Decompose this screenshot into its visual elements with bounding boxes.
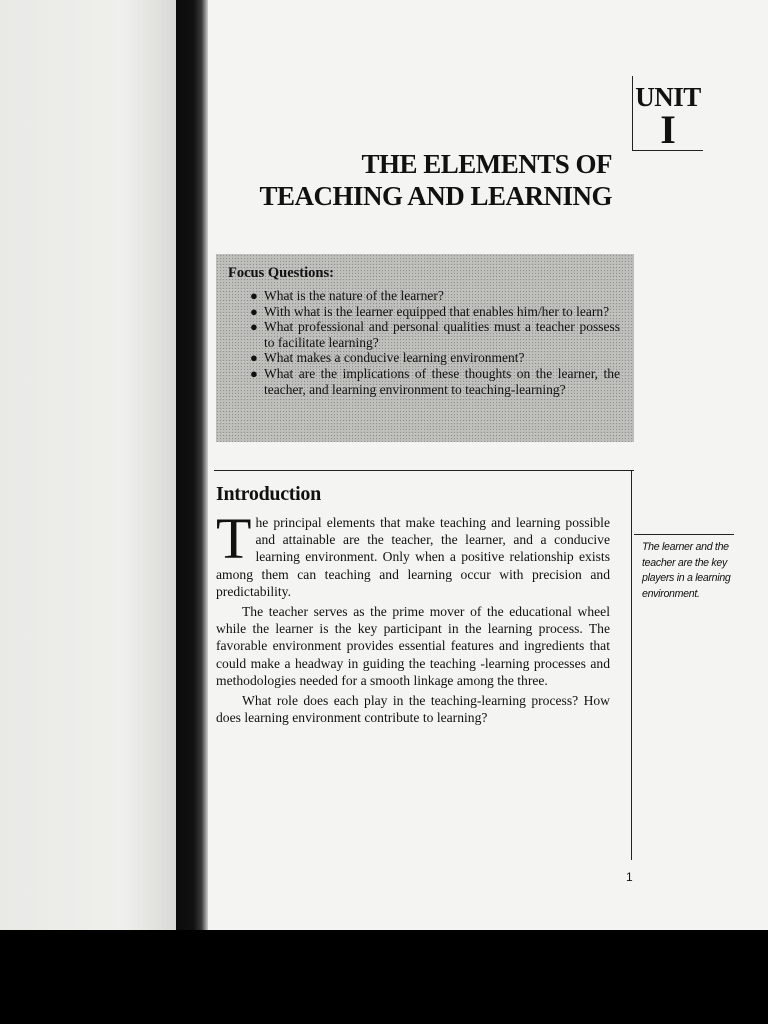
bullet-icon: ● xyxy=(250,319,258,335)
focus-question-item: ● What is the nature of the learner? xyxy=(250,288,444,303)
unit-label: UNIT xyxy=(635,82,701,112)
introduction-body xyxy=(216,506,610,729)
focus-question-item: ● What are the implications of these thoughts on the learner, the teacher, and learning environment to teaching-learning? xyxy=(250,365,620,397)
intro-paragraph-2: The teacher serves as the prime mover of the educational wheel while the learner is the key participant in the learning process. The favorable environment provides essential features and ingredients that could make a headway in guiding the teaching -learning processes and methodologies needed for a smooth linkage among the three. xyxy=(216,604,610,688)
focus-question-item: ● What professional and personal qualities must a teacher possess to facilitate learning? xyxy=(250,319,620,350)
focus-question-item: ● What makes a conducive learning environment? xyxy=(250,350,525,366)
intro-paragraph-3: What role does each play in the teaching-learning process? How does learning environment contribute to learning? xyxy=(216,693,610,726)
facing-page-edge xyxy=(0,0,176,930)
page-number: 1 xyxy=(626,870,633,884)
chapter-title-line-1: THE ELEMENTS OF xyxy=(361,149,612,179)
bullet-icon: ● xyxy=(250,365,258,381)
focus-questions-box xyxy=(216,254,634,442)
book-binding-shadow xyxy=(176,0,208,930)
focus-questions-heading: Focus Questions: xyxy=(228,265,334,281)
margin-note: The learner and the teacher are the key players in a learning environment. xyxy=(642,541,731,600)
drop-cap: T xyxy=(216,506,252,571)
intro-paragraph-1: The principal elements that make teaching and learning possible and attainable are the teacher, the learner, and a conducive learning environment. Only when a positive relationship exists among them can teaching and learning occur with precision and predictability. xyxy=(216,506,610,599)
chapter-title-line-2: TEACHING AND LEARNING xyxy=(259,181,612,211)
unit-number: I xyxy=(660,107,676,152)
margin-note-rule xyxy=(634,534,734,535)
bullet-icon: ● xyxy=(250,288,258,303)
unit-box xyxy=(632,76,703,151)
bullet-icon: ● xyxy=(250,350,258,366)
scan-bottom-background xyxy=(0,930,768,1024)
section-right-rule xyxy=(631,470,632,860)
bullet-icon: ● xyxy=(250,303,258,319)
section-top-rule xyxy=(214,470,634,471)
focus-questions-list xyxy=(228,288,620,397)
chapter-title xyxy=(250,148,612,212)
introduction-heading: Introduction xyxy=(216,483,321,505)
focus-question-item: ● With what is the learner equipped that enables him/her to learn? xyxy=(250,303,610,319)
